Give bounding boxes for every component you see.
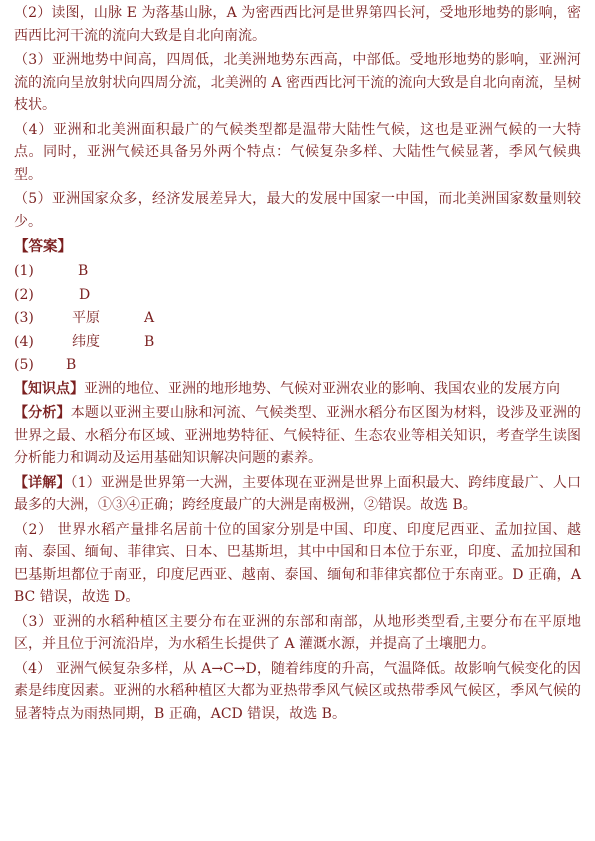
detail-tag: 【详解】 (14, 474, 71, 491)
answer-number: (2) (14, 286, 34, 303)
answer-number: (1) (14, 263, 34, 279)
answer-value: B (66, 357, 77, 373)
answer-row (14, 307, 581, 331)
detail-paragraph-2: （2） 世界水稻产量排名居前十位的国家分别是中国、印度、印度尼西亚、孟加拉国、越南、泰国、缅甸、菲律宾、日本、巴基斯坦，其中中国和日本位于东亚，印度、孟加拉国和巴基斯坦都位于南亚，印度尼西亚、越南、泰国、缅甸和菲律宾都位于东南亚。D 正确，ABC 错误，故选 D。 (14, 521, 581, 605)
answer-value-2: B (144, 333, 155, 350)
answer-row (14, 354, 581, 378)
explain-paragraph-3: （3）亚洲地势中间高，四周低，北美洲地势东西高，中部低。受地形地势的影响，亚洲河流的流向呈放射状向四周分流，北美洲的 A 密西西比河干流的流向大致是自北向南流，呈树枝状。 (14, 52, 581, 113)
answer-number: (4) (14, 333, 34, 350)
detail-section (14, 472, 581, 517)
detail-text-1: （1）亚洲是世界第一大洲，主要体现在亚洲是世界上面积最大、跨纬度最广、人口最多的大洲，①③④正确；跨经度最广的大洲是南极洲，②错误。故选 B。 (14, 474, 582, 513)
answer-value-2: A (144, 310, 155, 326)
answer-row (14, 260, 581, 284)
knowledge-text: 亚洲的地位、亚洲的地形地势、气候对亚洲农业的影响、我国农业的发展方向 (84, 380, 560, 397)
analysis-text: 本题以亚洲主要山脉和河流、气候类型、亚洲水稻分布区图为材料，设涉及亚洲的世界之最、水稻分布区域、亚洲地势特征、气候特征、生态农业等相关知识，考查学生读图分析能力和调动及运用基础知识解决问题的素养。 (14, 405, 581, 466)
analysis-section (14, 402, 581, 470)
explain-paragraph-2: （2）读图，山脉 E 为落基山脉，A 为密西西比河是世界第四长河，受地形地势的影响，密西西比河干流的流向大致是自北向南流。 (14, 5, 581, 44)
analysis-tag: 【分析】 (14, 405, 71, 421)
answer-row (14, 284, 581, 308)
explain-paragraph-4: （4）亚洲和北美洲面积最广的气候类型都是温带大陆性气候，这也是亚洲气候的一大特点。同时，亚洲气候还具备另外两个特点：气候复杂多样、大陆性气候显著，季风气候典型。 (14, 121, 581, 183)
knowledge-section (14, 378, 581, 401)
answer-number: (5) (14, 357, 34, 373)
detail-paragraph-4: （4） 亚洲气候复杂多样，从 A→C→D，随着纬度的升高，气温降低。故影响气候变化的因素是纬度因素。亚洲的水稻种植区大都为亚热带季风气候区或热带季风气候区，季风气候的显著特点为雨热同期，B 正确，ACD 错误，故选 B。 (14, 660, 581, 722)
answer-heading: 【答案】 (14, 238, 72, 255)
explain-paragraph-5: （5）亚洲国家众多，经济发展差异大，最大的发展中国家一中国，而北美洲国家数量则较少。 (14, 191, 581, 230)
answer-value: 平原 (72, 310, 100, 326)
answer-value: D (79, 286, 91, 303)
answer-value: B (78, 263, 89, 279)
answer-value-2 (151, 284, 211, 308)
answer-value: 纬度 (72, 333, 100, 350)
detail-paragraph-3: （3）亚洲的水稻种植区主要分布在亚洲的东部和南部，从地形类型看,主要分布在平原地区，并且位于河流沿岸，为水稻生长提供了 A 灌溉水源，并提高了土壤肥力。 (14, 613, 581, 652)
knowledge-tag: 【知识点】 (14, 380, 84, 397)
answer-value-2 (138, 354, 198, 378)
answer-number: (3) (14, 310, 34, 326)
answer-list (14, 260, 581, 378)
answer-value-2 (150, 260, 210, 284)
answer-row (14, 331, 581, 355)
